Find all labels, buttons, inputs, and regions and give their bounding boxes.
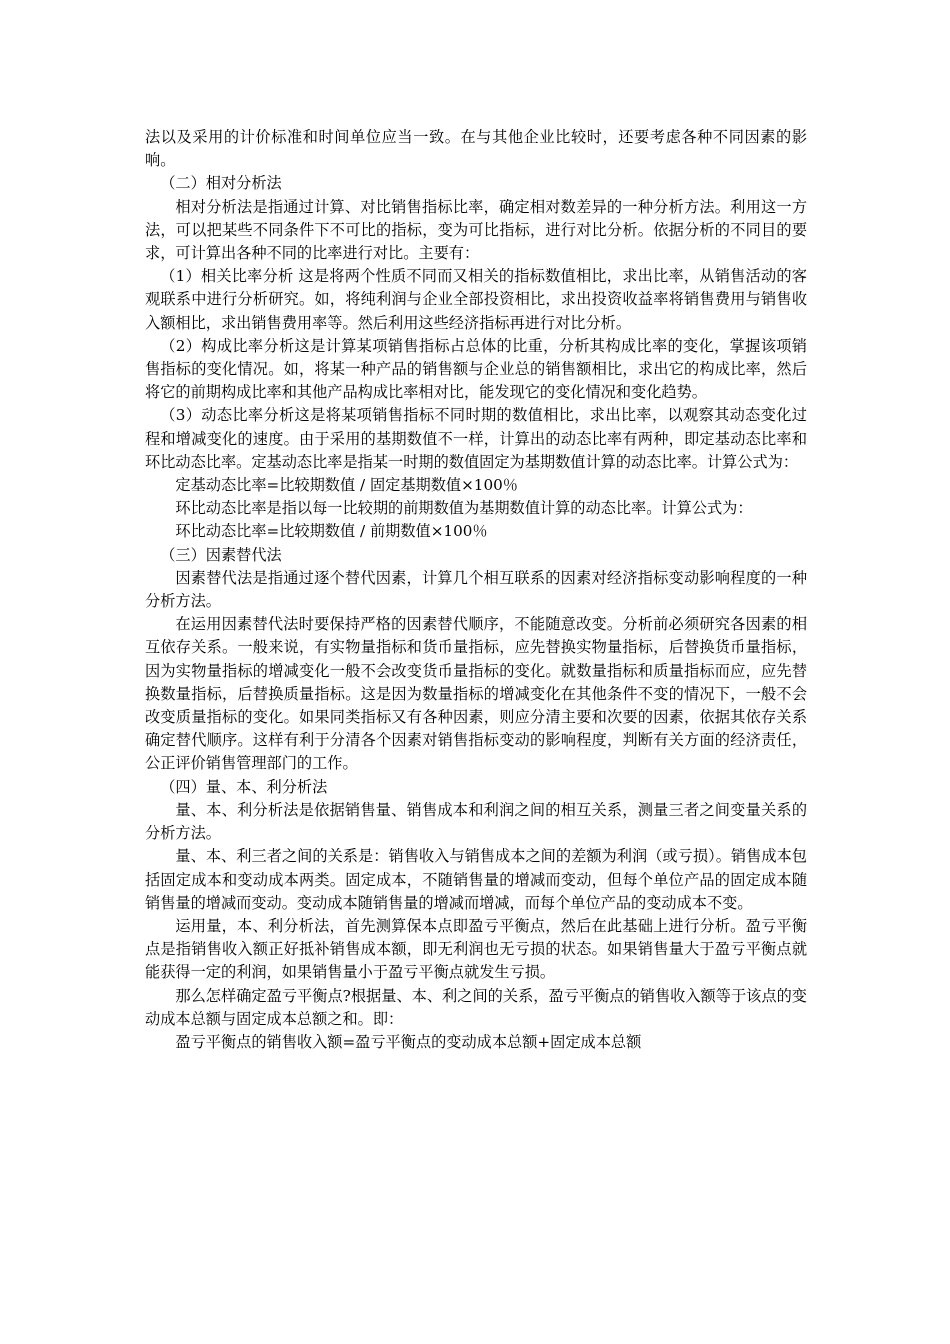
section-heading-cvp-analysis: （四）量、本、利分析法: [160, 777, 328, 796]
formula-break-even: 盈亏平衡点的销售收入额=盈亏平衡点的变动成本总额+固定成本总额: [175, 1032, 642, 1051]
paragraph: 因素替代法是指通过逐个替代因素，计算几个相互联系的因素对经济指标变动影响程度的一种分析方法。: [145, 568, 807, 611]
paragraph-correlation-ratio: （1）相关比率分析 这是将两个性质不同而又相关的指标数值相比，求出比率，从销售活动的客观联系中进行分析研究。如，将纯利润与企业全部投资相比，求出投资收益率将销售费用与销售收入额相比，求出销售费用率等。然后利用这些经济指标再进行对比分析。: [145, 267, 807, 332]
paragraph-composition-ratio: （2）构成比率分析这是计算某项销售指标占总体的比重，分析其构成比率的变化，掌握该项销售指标的变化情况。如，将某一种产品的销售额与企业总的销售额相比，求出它的构成比率，然后将它的前期构成比率和其他产品构成比率相对比，能发现它的变化情况和变化趋势。: [145, 336, 807, 402]
paragraph: 量、本、利分析法是依据销售量、销售成本和利润之间的相互关系，测量三者之间变量关系的分析方法。: [145, 800, 807, 843]
paragraph-dynamic-ratio: （3）动态比率分析这是将某项销售指标不同时期的数值相比，求出比率，以观察其动态变化过程和增减变化的速度。由于采用的基期数值不一样，计算出的动态比率有两种，即定基动态比率和环比动态比率。定基动态比率是指某一时期的数值固定为基期数值计算的动态比率。计算公式为：: [145, 406, 807, 471]
paragraph: 在运用因素替代法时要保持严格的因素替代顺序，不能随意改变。分析前必须研究各因素的相互依存关系。一般来说，有实物量指标和货币量指标，应先替换实物量指标，后替换货币量指标，因为实物量指标的增减变化一般不会改变货币量指标的变化。就数量指标和质量指标而应，应先替换数量指标，后替换质量指标。这是因为数量指标的增减变化在其他条件不变的情况下，一般不会改变质量指标的变化。如果同类指标又有各种因素，则应分清主要和次要的因素，依据其依存关系确定替代顺序。这样有利于分清各个因素对销售指标变动的影响程度，判断有关方面的经济责任，公正评价销售管理部门的工作。: [145, 615, 807, 773]
paragraph: 相对分析法是指通过计算、对比销售指标比率，确定相对数差异的一种分析方法。利用这一方法，可以把某些不同条件下不可比的指标，变为可比指标，进行对比分析。依据分析的不同目的要求，可计算出各种不同的比率进行对比。主要有：: [145, 197, 807, 263]
paragraph-continuation: 法以及采用的计价标准和时间单位应当一致。在与其他企业比较时，还要考虑各种不同因素的影响。: [145, 128, 807, 170]
paragraph: 环比动态比率是指以每一比较期的前期数值为基期数值计算的动态比率。计算公式为：: [175, 499, 753, 518]
formula-chain-ratio: 环比动态比率=比较期数值 / 前期数值×100％: [175, 522, 488, 541]
section-heading-relative-analysis: （二）相对分析法: [160, 174, 282, 193]
formula-fixed-base-ratio: 定基动态比率=比较期数值 / 固定基期数值×100％: [175, 476, 518, 495]
section-heading-factor-substitution: （三）因素替代法: [160, 545, 282, 564]
paragraph: 那么怎样确定盈亏平衡点?根据量、本、利之间的关系，盈亏平衡点的销售收入额等于该点的变动成本总额与固定成本总额之和。即：: [145, 986, 807, 1028]
paragraph: 运用量，本、利分析法，首先测算保本点即盈亏平衡点，然后在此基础上进行分析。盈亏平衡点是指销售收入额正好抵补销售成本额，即无利润也无亏损的状态。如果销售量大于盈亏平衡点就能获得一定的利润，如果销售量小于盈亏平衡点就发生亏损。: [145, 916, 807, 982]
paragraph: 量、本、利三者之间的关系是：销售收入与销售成本之间的差额为利润（或亏损）。销售成本包括固定成本和变动成本两类。固定成本，不随销售量的增减而变动，但每个单位产品的固定成本随销售量的增减而变动。变动成本随销售量的增减而增减，而每个单位产品的变动成本不变。: [145, 847, 807, 912]
document-body: [145, 126, 807, 1054]
